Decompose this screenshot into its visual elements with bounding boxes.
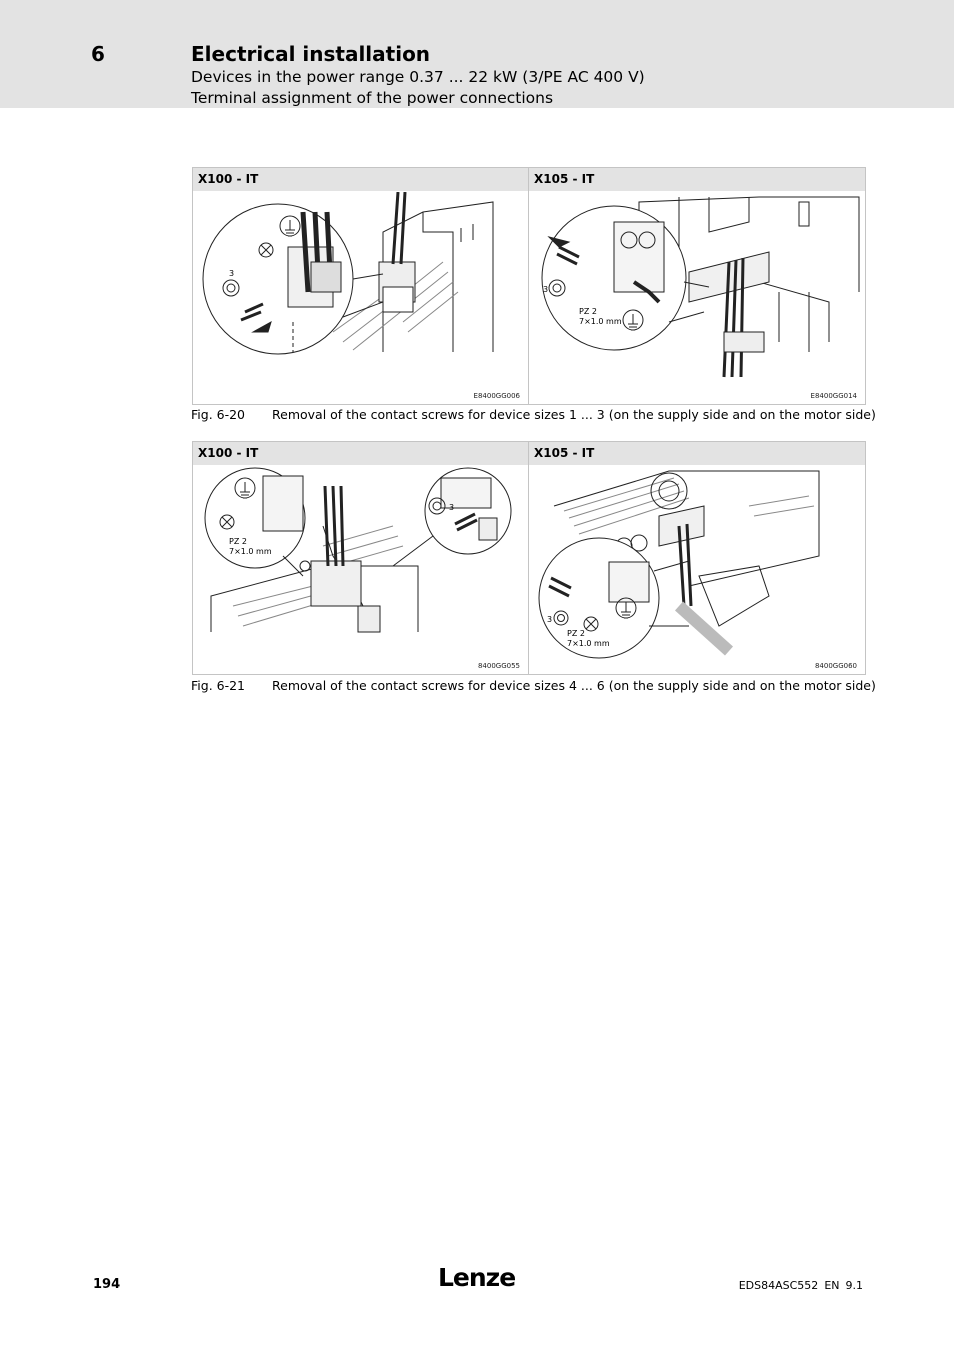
tool-size: 7×1.0 mm: [579, 317, 622, 326]
screw-label: 3: [229, 269, 235, 278]
panel-title: X100 - IT: [193, 442, 528, 465]
figure-6-20: [192, 167, 866, 405]
panel-title: X100 - IT: [193, 168, 528, 191]
doc-code: EDS84ASC552: [738, 1279, 819, 1292]
image-code: 8400GG055: [477, 662, 520, 670]
chapter-number: 6: [91, 42, 105, 66]
document-id: [733, 1279, 863, 1292]
terminal-diagram-x105: [529, 466, 865, 674]
doc-language: EN: [824, 1279, 840, 1292]
chapter-title: Electrical installation: [191, 42, 431, 66]
panel-x105-sizes-4-6: [529, 442, 865, 674]
panel-title: X105 - IT: [529, 168, 865, 191]
tool-label: PZ 2: [229, 537, 247, 546]
screw-label: 3: [543, 285, 549, 294]
tool-label: PZ 2: [567, 629, 585, 638]
caption-number: Fig. 6-20: [191, 407, 246, 422]
caption-text: Removal of the contact screws for device sizes 4 ... 6 (on the supply side and on the motor side): [272, 678, 876, 693]
panel-x105-sizes-1-3: [529, 168, 865, 404]
section-subtitle: Devices in the power range 0.37 ... 22 kW (3/PE AC 400 V): [191, 68, 645, 86]
lenze-logo: Lenze: [438, 1263, 516, 1292]
screw-label: 3: [449, 503, 455, 512]
image-code: 8400GG060: [814, 662, 857, 670]
caption-number: Fig. 6-21: [191, 678, 246, 693]
panel-x100-sizes-1-3: [193, 168, 529, 404]
panel-x100-sizes-4-6: [193, 442, 529, 674]
tool-label: PZ 2: [579, 307, 597, 316]
subsection-subtitle: Terminal assignment of the power connections: [191, 89, 554, 107]
panel-title: X105 - IT: [529, 442, 865, 465]
tool-size: 7×1.0 mm: [229, 547, 272, 556]
page-number: 194: [93, 1277, 121, 1292]
image-code: E8400GG006: [473, 392, 520, 400]
terminal-diagram-x100: [193, 192, 528, 403]
terminal-diagram-x105: [529, 192, 865, 403]
screw-label: 3: [547, 615, 553, 624]
doc-version: 9.1: [845, 1279, 863, 1292]
tool-size: 7×1.0 mm: [567, 639, 610, 648]
figure-6-21: [192, 441, 866, 675]
caption-text: Removal of the contact screws for device sizes 1 ... 3 (on the supply side and on the motor side): [272, 407, 876, 422]
terminal-diagram-x100: [193, 466, 528, 674]
image-code: E8400GG014: [810, 392, 857, 400]
